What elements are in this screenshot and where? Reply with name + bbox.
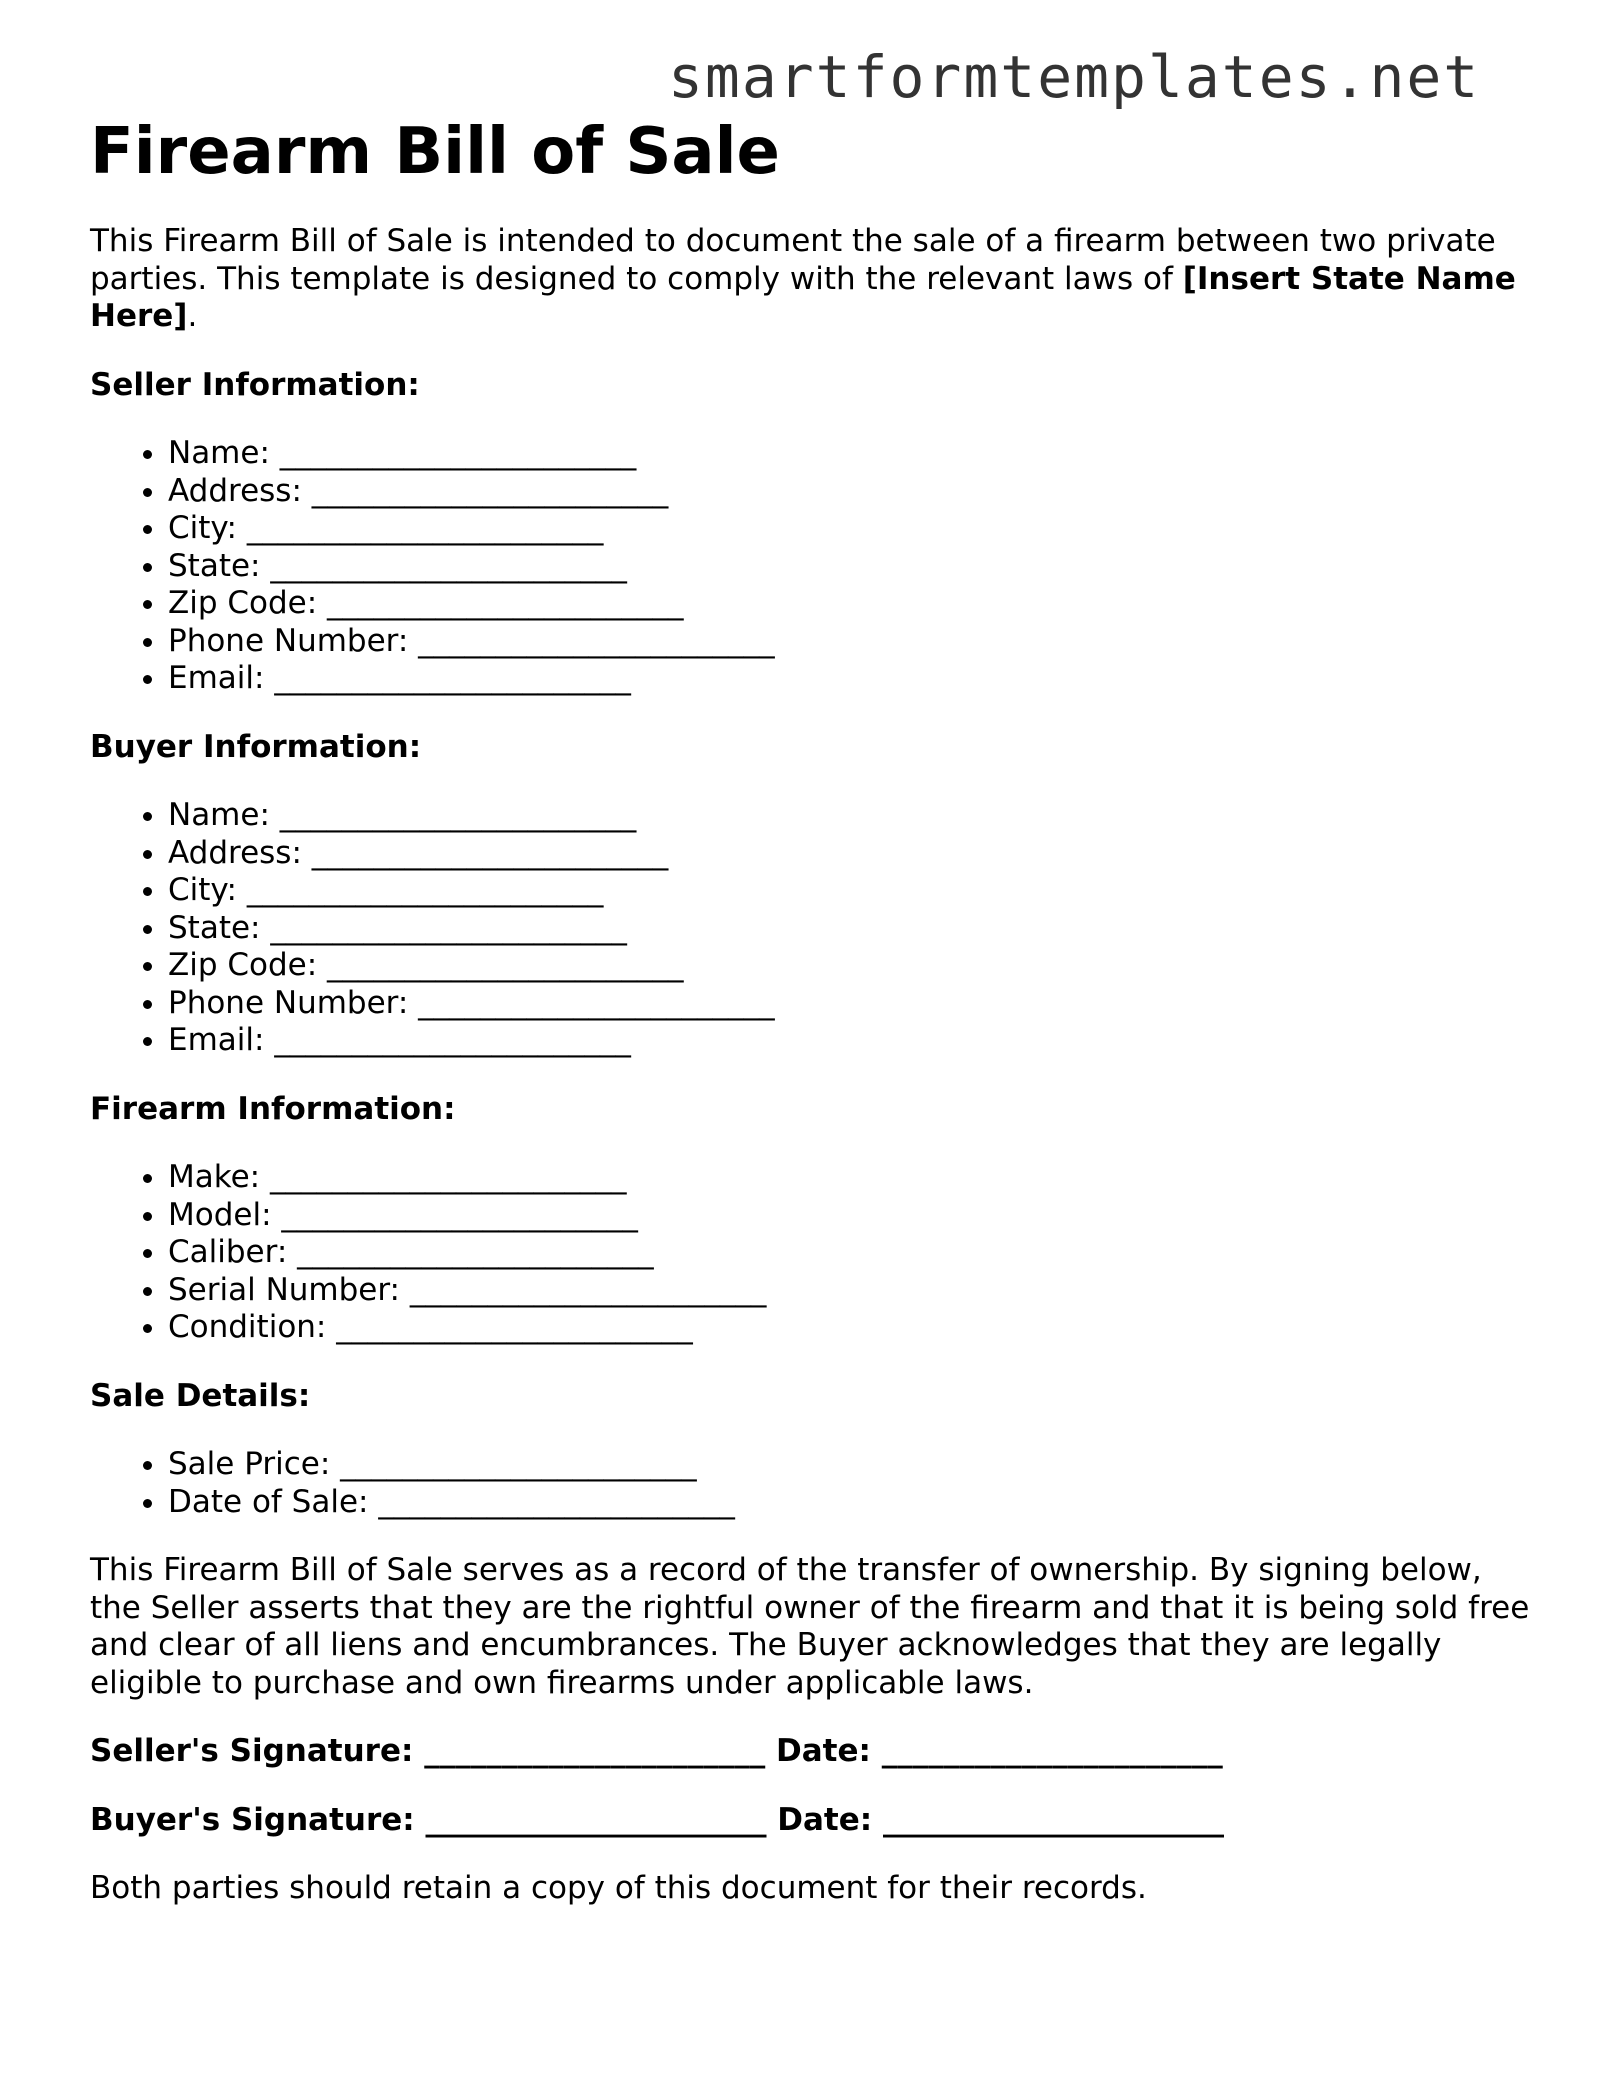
buyer-signature-label: Buyer's Signature: [90,1801,415,1838]
field-label: Date of Sale: [168,1483,369,1520]
field-label: State: [168,909,261,946]
watermark: smartformtemplates.net [668,43,1481,111]
firearm-heading: Firearm Information: [90,1090,456,1127]
field-label: Phone Number: [168,984,409,1021]
list-item[interactable] [168,1197,1530,1235]
fill-blank[interactable]: _______________________ [311,834,669,871]
field-label: Email: [168,1022,265,1058]
buyer-date-blank[interactable]: ______________________ [882,1801,1224,1838]
ownership-statement: This Firearm Bill of Sale serves as a record of the transfer of ownership. By signing below, the Seller asserts that they are the rightful owner of the firearm and that it is being sold free and clear of all liens and encumbrances. The Buyer acknowledges that they are legally eligible to purchase and own firearms under applicable laws. [90,1552,1530,1701]
list-item[interactable] [168,1234,1530,1272]
list-item[interactable] [168,1022,1530,1060]
fill-blank[interactable]: _______________________ [378,1483,735,1520]
document-body [90,112,1530,1908]
fill-blank[interactable]: _______________________ [279,797,637,833]
fill-blank[interactable]: _______________________ [297,1234,654,1270]
buyer-heading: Buyer Information: [90,728,422,765]
buyer-date-label: Date: [777,1801,873,1838]
list-item[interactable] [168,548,1530,586]
list-item[interactable] [168,1484,1530,1522]
field-label: Name: [168,797,270,833]
sale-field-list [90,1446,1530,1521]
fill-blank[interactable]: _______________________ [409,1271,767,1308]
buyer-signature-line[interactable] [90,1802,1530,1840]
fill-blank[interactable]: _______________________ [336,1309,693,1345]
fill-blank[interactable]: _______________________ [281,1196,638,1233]
fill-blank[interactable]: _______________________ [418,622,775,659]
intro-paragraph [90,223,1530,336]
list-item[interactable] [168,797,1530,835]
field-label: Email: [168,660,265,696]
field-label: State: [168,547,261,584]
fill-blank[interactable]: _______________________ [270,909,627,946]
list-item[interactable] [168,947,1530,985]
field-label: Make: [168,1159,261,1195]
list-item[interactable] [168,835,1530,873]
field-label: Address: [168,834,302,871]
fill-blank[interactable]: _______________________ [340,1446,697,1482]
fill-blank[interactable]: _______________________ [274,1022,631,1058]
seller-signature-blank[interactable]: ______________________ [424,1733,766,1769]
list-item[interactable] [168,510,1530,548]
fill-blank[interactable]: _______________________ [327,947,684,983]
list-item[interactable] [168,985,1530,1023]
list-item[interactable] [168,1309,1530,1347]
list-item[interactable] [168,1159,1530,1197]
page-title: Firearm Bill of Sale [90,115,780,189]
seller-date-label: Date: [775,1733,871,1769]
intro-period: . [187,298,198,334]
field-label: Serial Number: [168,1271,401,1308]
field-label: Zip Code: [168,585,318,621]
fill-blank[interactable]: _______________________ [274,660,631,696]
list-item[interactable] [168,473,1530,511]
field-label: Caliber: [168,1234,288,1270]
firearm-field-list [90,1159,1530,1347]
list-item[interactable] [168,660,1530,698]
field-label: City: [168,510,237,546]
list-item[interactable] [168,910,1530,948]
fill-blank[interactable]: _______________________ [327,585,684,621]
list-item[interactable] [168,1272,1530,1310]
buyer-field-list [90,797,1530,1060]
seller-signature-line[interactable] [90,1733,1530,1771]
fill-blank[interactable]: _______________________ [418,984,775,1021]
sale-heading: Sale Details: [90,1377,311,1414]
intro-text: This Firearm Bill of Sale is intended to document the sale of a firearm between two private parties. This template is designed to comply with the relevant laws of [90,223,1496,297]
field-label: Address: [168,472,302,509]
buyer-signature-blank[interactable]: ______________________ [425,1801,767,1838]
list-item[interactable] [168,872,1530,910]
fill-blank[interactable]: _______________________ [246,510,604,546]
seller-field-list [90,435,1530,698]
list-item[interactable] [168,623,1530,661]
field-label: Name: [168,435,270,471]
list-item[interactable] [168,585,1530,623]
fill-blank[interactable]: _______________________ [279,435,637,471]
field-label: Model: [168,1196,272,1233]
seller-heading: Seller Information: [90,366,420,403]
seller-date-blank[interactable]: ______________________ [881,1733,1223,1769]
list-item[interactable] [168,435,1530,473]
state-placeholder: [Insert State Name Here] [90,260,1516,334]
retention-note: Both parties should retain a copy of this document for their records. [90,1870,1147,1906]
list-item[interactable] [168,1446,1530,1484]
seller-signature-label: Seller's Signature: [90,1733,414,1769]
field-label: City: [168,872,237,908]
field-label: Zip Code: [168,947,318,983]
field-label: Condition: [168,1309,327,1345]
fill-blank[interactable]: _______________________ [311,472,669,509]
fill-blank[interactable]: _______________________ [269,1159,627,1195]
fill-blank[interactable]: _______________________ [270,547,627,584]
field-label: Phone Number: [168,622,409,659]
fill-blank[interactable]: _______________________ [246,872,604,908]
field-label: Sale Price: [168,1446,331,1482]
